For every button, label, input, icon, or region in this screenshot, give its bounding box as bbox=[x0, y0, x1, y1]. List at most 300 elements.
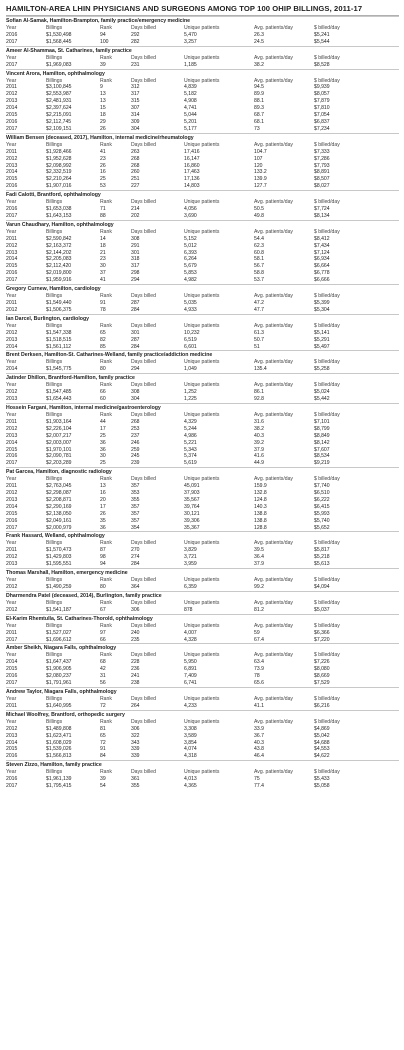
table-cell: 236 bbox=[131, 666, 140, 673]
table-cell: $8,134 bbox=[314, 212, 330, 219]
table-cell: 65 bbox=[100, 329, 106, 336]
table-row bbox=[6, 460, 399, 467]
table-cell: $1,539,026 bbox=[46, 746, 72, 753]
table-cell: 25 bbox=[100, 176, 106, 183]
column-header: Unique patients bbox=[184, 476, 220, 483]
column-header: Avg. patients/day bbox=[254, 622, 293, 629]
table-cell: 49.8 bbox=[254, 212, 264, 219]
column-header: Year bbox=[6, 382, 17, 389]
column-header-row bbox=[6, 199, 399, 206]
table-cell: $1,906,905 bbox=[46, 666, 72, 673]
table-cell: 87 bbox=[100, 547, 106, 554]
table-cell: 42 bbox=[100, 666, 106, 673]
table-cell: 284 bbox=[131, 561, 140, 568]
table-row bbox=[6, 32, 399, 39]
table-row bbox=[6, 511, 399, 518]
column-header-row bbox=[6, 359, 399, 366]
table-row bbox=[6, 213, 399, 220]
column-header-row bbox=[6, 769, 399, 776]
column-header: $ billed/day bbox=[314, 293, 340, 300]
table-row bbox=[6, 525, 399, 532]
table-cell: $6,222 bbox=[314, 496, 330, 503]
table-cell: $2,144,202 bbox=[46, 249, 72, 256]
table-cell: 37 bbox=[100, 270, 106, 277]
table-cell: $1,595,551 bbox=[46, 561, 72, 568]
table-cell: $7,434 bbox=[314, 242, 330, 249]
table-cell: $8,412 bbox=[314, 235, 330, 242]
table-cell: 354 bbox=[131, 524, 140, 531]
table-row bbox=[6, 630, 399, 637]
column-header: Avg. patients/day bbox=[254, 359, 293, 366]
table-cell: 53 bbox=[100, 183, 106, 190]
table-cell: 37.9 bbox=[254, 561, 264, 568]
table-cell: 312 bbox=[131, 84, 140, 91]
table-cell: $5,652 bbox=[314, 524, 330, 531]
table-cell: 2012 bbox=[6, 584, 18, 590]
table-cell: 6,741 bbox=[184, 680, 197, 687]
table-cell: 2017 bbox=[6, 61, 18, 68]
table-cell: $8,669 bbox=[314, 673, 330, 680]
table-row bbox=[6, 307, 399, 314]
physician-name: Brent Derksen, Hamilton-St. Catharines-Welland, family practice/addiction medicine bbox=[6, 350, 399, 359]
table-row bbox=[6, 344, 399, 351]
table-cell: 268 bbox=[131, 162, 140, 169]
table-cell: 1,185 bbox=[184, 61, 197, 68]
table-cell: 5,201 bbox=[184, 118, 197, 125]
column-header: Unique patients bbox=[184, 199, 220, 206]
table-cell: 43.8 bbox=[254, 746, 264, 753]
table-row bbox=[6, 584, 399, 591]
table-cell: 99.2 bbox=[254, 584, 264, 590]
column-header: Days billed bbox=[131, 359, 156, 366]
table-cell: $8,142 bbox=[314, 439, 330, 446]
table-cell: 2013 bbox=[6, 432, 18, 439]
table-cell: 63.4 bbox=[254, 659, 264, 666]
table-cell: 17,463 bbox=[184, 169, 200, 176]
column-header: Rank bbox=[100, 77, 112, 84]
table-cell: $6,664 bbox=[314, 263, 330, 270]
table-cell: $1,561,112 bbox=[46, 343, 72, 350]
physician-block bbox=[6, 46, 399, 69]
table-cell: $2,298,087 bbox=[46, 490, 72, 497]
table-cell: $6,510 bbox=[314, 490, 330, 497]
table-cell: $6,216 bbox=[314, 702, 330, 709]
table-cell: 306 bbox=[131, 606, 140, 613]
table-cell: 357 bbox=[131, 503, 140, 510]
table-cell: $8,528 bbox=[314, 61, 330, 68]
table-cell: 4,056 bbox=[184, 206, 197, 213]
table-cell: $5,258 bbox=[314, 366, 330, 373]
table-cell: 60 bbox=[100, 396, 106, 403]
table-cell: $1,547,485 bbox=[46, 389, 72, 396]
table-cell: 294 bbox=[131, 277, 140, 284]
column-header: $ billed/day bbox=[314, 25, 340, 31]
table-cell: $2,019,800 bbox=[46, 270, 72, 277]
column-header: Days billed bbox=[131, 141, 156, 148]
table-cell: 301 bbox=[131, 249, 140, 256]
physician-name: El-Karim Rhemtulla, St. Catharines-Thorold, ophthalmology bbox=[6, 614, 399, 623]
column-header: Billings bbox=[46, 622, 63, 629]
table-cell: $2,208,871 bbox=[46, 496, 72, 503]
column-header: Unique patients bbox=[184, 411, 220, 418]
table-cell: $7,724 bbox=[314, 206, 330, 213]
table-cell: 2017 bbox=[6, 783, 18, 790]
table-cell: 2016 bbox=[6, 776, 18, 783]
table-row bbox=[6, 426, 399, 433]
table-cell: 2016 bbox=[6, 673, 18, 680]
table-cell: 239 bbox=[131, 460, 140, 467]
table-cell: 86.1 bbox=[254, 389, 264, 396]
column-header: Rank bbox=[100, 622, 112, 629]
column-header: $ billed/day bbox=[314, 141, 340, 148]
table-cell: $1,970,101 bbox=[46, 446, 72, 453]
table-cell: 2016 bbox=[6, 753, 18, 760]
table-cell: $6,778 bbox=[314, 270, 330, 277]
table-cell: $8,891 bbox=[314, 169, 330, 176]
table-row bbox=[6, 607, 399, 614]
table-cell: 339 bbox=[131, 746, 140, 753]
table-cell: 3,854 bbox=[184, 739, 197, 746]
table-cell: 2017 bbox=[6, 38, 18, 45]
table-cell: 25 bbox=[100, 432, 106, 439]
table-row bbox=[6, 119, 399, 126]
table-cell: 39 bbox=[100, 61, 106, 68]
table-row bbox=[6, 236, 399, 243]
table-cell: 4,986 bbox=[184, 432, 197, 439]
table-cell: 284 bbox=[131, 306, 140, 313]
column-header: Unique patients bbox=[184, 359, 220, 366]
physician-block bbox=[6, 133, 399, 190]
column-header: Year bbox=[6, 695, 17, 702]
column-header: $ billed/day bbox=[314, 411, 340, 418]
table-row bbox=[6, 156, 399, 163]
physician-name: Sofian Al-Samak, Hamilton-Brampton, family practice/emergency medicine bbox=[6, 16, 399, 25]
table-cell: 72 bbox=[100, 739, 106, 746]
table-cell: $1,490,259 bbox=[46, 584, 72, 590]
table-cell: $2,205,083 bbox=[46, 256, 72, 263]
table-cell: 20 bbox=[100, 496, 106, 503]
table-cell: 133.2 bbox=[254, 169, 267, 176]
table-row bbox=[6, 62, 399, 69]
table-cell: 2013 bbox=[6, 336, 18, 343]
table-cell: 18 bbox=[100, 112, 106, 119]
column-header: Billings bbox=[46, 652, 63, 659]
table-cell: $7,607 bbox=[314, 446, 330, 453]
table-cell: 7,409 bbox=[184, 673, 197, 680]
table-cell: 2012 bbox=[6, 155, 18, 162]
column-header: Unique patients bbox=[184, 54, 220, 61]
table-cell: 3,690 bbox=[184, 212, 197, 219]
table-cell: $1,952,628 bbox=[46, 155, 72, 162]
table-cell: 355 bbox=[131, 496, 140, 503]
table-cell: 2013 bbox=[6, 162, 18, 169]
column-header: Days billed bbox=[131, 540, 156, 547]
table-cell: $5,304 bbox=[314, 306, 330, 313]
table-cell: 140.3 bbox=[254, 503, 267, 510]
table-row bbox=[6, 497, 399, 504]
table-cell: 66 bbox=[100, 389, 106, 396]
table-cell: $7,740 bbox=[314, 483, 330, 490]
table-row bbox=[6, 84, 399, 91]
table-cell: 23 bbox=[100, 155, 106, 162]
physician-name: Thomas Marshall, Hamilton, emergency medicine bbox=[6, 568, 399, 577]
table-cell: 88 bbox=[100, 212, 106, 219]
table-cell: 68.1 bbox=[254, 118, 264, 125]
table-cell: 98 bbox=[100, 554, 106, 561]
table-cell: 3,721 bbox=[184, 554, 197, 561]
physician-block bbox=[6, 284, 399, 314]
table-cell: 2013 bbox=[6, 732, 18, 739]
table-cell: 3,829 bbox=[184, 547, 197, 554]
table-cell: $4,869 bbox=[314, 725, 330, 732]
column-header: Year bbox=[6, 599, 17, 606]
table-cell: 30 bbox=[100, 263, 106, 270]
table-cell: $5,497 bbox=[314, 343, 330, 350]
table-cell: 2014 bbox=[6, 105, 18, 112]
column-header: Year bbox=[6, 25, 17, 31]
column-header: Year bbox=[6, 54, 17, 61]
column-header: $ billed/day bbox=[314, 540, 340, 547]
table-cell: $1,791,961 bbox=[46, 680, 72, 687]
table-cell: 294 bbox=[131, 366, 140, 373]
table-cell: 357 bbox=[131, 510, 140, 517]
column-header-row bbox=[6, 229, 399, 236]
table-cell: 36 bbox=[100, 446, 106, 453]
table-row bbox=[6, 169, 399, 176]
table-cell: 23 bbox=[100, 256, 106, 263]
table-cell: 4,741 bbox=[184, 105, 197, 112]
column-header-row bbox=[6, 719, 399, 726]
physician-block bbox=[6, 403, 399, 467]
column-header: $ billed/day bbox=[314, 382, 340, 389]
column-header: Unique patients bbox=[184, 141, 220, 148]
table-cell: 231 bbox=[131, 61, 140, 68]
column-header: Rank bbox=[100, 54, 112, 61]
column-header: Rank bbox=[100, 652, 112, 659]
table-cell: $5,291 bbox=[314, 336, 330, 343]
table-row bbox=[6, 39, 399, 46]
table-cell: $2,397,624 bbox=[46, 105, 72, 112]
column-header-row bbox=[6, 382, 399, 389]
column-header: Year bbox=[6, 293, 17, 300]
column-header: Year bbox=[6, 577, 17, 584]
physician-name: Jatinder Dhillon, Brantford-Hamilton, family practice bbox=[6, 373, 399, 382]
table-cell: 2014 bbox=[6, 659, 18, 666]
column-header: $ billed/day bbox=[314, 54, 340, 61]
physician-block bbox=[6, 16, 399, 46]
table-cell: $1,795,415 bbox=[46, 783, 72, 790]
table-cell: 238 bbox=[131, 680, 140, 687]
table-cell: $1,640,995 bbox=[46, 702, 72, 709]
table-cell: 29 bbox=[100, 118, 106, 125]
table-cell: 36.7 bbox=[254, 732, 264, 739]
table-cell: 2011 bbox=[6, 418, 17, 425]
table-cell: $2,109,151 bbox=[46, 125, 72, 132]
table-cell: 65 bbox=[100, 732, 106, 739]
table-cell: 58.8 bbox=[254, 270, 264, 277]
table-cell: 304 bbox=[131, 396, 140, 403]
table-cell: $1,530,498 bbox=[46, 31, 72, 38]
table-cell: 2014 bbox=[6, 739, 18, 746]
table-cell: 16,147 bbox=[184, 155, 200, 162]
column-header: Days billed bbox=[131, 228, 156, 235]
table-cell: 51 bbox=[254, 343, 260, 350]
table-cell: 282 bbox=[131, 38, 140, 45]
column-header: $ billed/day bbox=[314, 228, 340, 235]
table-cell: 339 bbox=[131, 753, 140, 760]
table-cell: 4,365 bbox=[184, 783, 197, 790]
table-cell: 314 bbox=[131, 112, 140, 119]
table-cell: $2,203,289 bbox=[46, 460, 72, 467]
table-cell: 263 bbox=[131, 148, 140, 155]
table-row bbox=[6, 740, 399, 747]
table-cell: 40.3 bbox=[254, 432, 264, 439]
table-cell: 132.8 bbox=[254, 490, 267, 497]
table-cell: 5,152 bbox=[184, 235, 197, 242]
table-cell: 26 bbox=[100, 510, 106, 517]
table-cell: 36.4 bbox=[254, 554, 264, 561]
column-header: Year bbox=[6, 718, 17, 725]
table-cell: 2014 bbox=[6, 503, 18, 510]
table-cell: 5,221 bbox=[184, 439, 197, 446]
table-cell: $1,568,445 bbox=[46, 38, 72, 45]
table-row bbox=[6, 666, 399, 673]
table-cell: 50.7 bbox=[254, 336, 264, 343]
table-cell: 26 bbox=[100, 162, 106, 169]
table-cell: 120 bbox=[254, 162, 263, 169]
table-cell: $1,959,916 bbox=[46, 277, 72, 284]
table-row bbox=[6, 419, 399, 426]
table-cell: 2016 bbox=[6, 206, 18, 213]
table-cell: 2015 bbox=[6, 112, 18, 119]
column-header: Billings bbox=[46, 411, 63, 418]
table-cell: 26 bbox=[100, 125, 106, 132]
column-header: $ billed/day bbox=[314, 577, 340, 584]
column-header: $ billed/day bbox=[314, 322, 340, 329]
table-cell: $8,799 bbox=[314, 425, 330, 432]
table-row bbox=[6, 518, 399, 525]
column-header: Year bbox=[6, 540, 17, 547]
table-cell: 16,860 bbox=[184, 162, 200, 169]
physician-block bbox=[6, 531, 399, 568]
table-cell: 6,601 bbox=[184, 343, 197, 350]
table-cell: 82 bbox=[100, 336, 106, 343]
table-cell: 2011 bbox=[6, 148, 17, 155]
table-cell: 44 bbox=[100, 418, 106, 425]
column-header: Billings bbox=[46, 382, 63, 389]
table-cell: 317 bbox=[131, 91, 140, 98]
physician-block bbox=[6, 687, 399, 710]
column-header: Unique patients bbox=[184, 652, 220, 659]
table-cell: 56 bbox=[100, 680, 106, 687]
column-header: Days billed bbox=[131, 718, 156, 725]
table-cell: 2014 bbox=[6, 256, 18, 263]
table-cell: 41 bbox=[100, 277, 106, 284]
table-cell: 73 bbox=[254, 125, 260, 132]
table-cell: 78 bbox=[100, 306, 106, 313]
table-cell: $9,939 bbox=[314, 84, 330, 91]
table-cell: 2013 bbox=[6, 561, 18, 568]
table-cell: 75 bbox=[254, 776, 260, 783]
table-row bbox=[6, 680, 399, 687]
table-cell: 78 bbox=[254, 673, 260, 680]
physician-block bbox=[6, 350, 399, 373]
table-cell: 292 bbox=[131, 31, 140, 38]
table-row bbox=[6, 703, 399, 710]
table-row bbox=[6, 447, 399, 454]
table-cell: 5,035 bbox=[184, 300, 197, 306]
table-cell: 6,359 bbox=[184, 584, 197, 590]
table-cell: 2014 bbox=[6, 439, 18, 446]
table-cell: 89.9 bbox=[254, 91, 264, 98]
table-cell: $2,290,169 bbox=[46, 503, 72, 510]
column-header: Billings bbox=[46, 228, 63, 235]
table-row bbox=[6, 659, 399, 666]
table-cell: 6,891 bbox=[184, 666, 197, 673]
table-cell: 139.9 bbox=[254, 176, 267, 183]
table-cell: $1,489,808 bbox=[46, 725, 72, 732]
table-cell: 2015 bbox=[6, 263, 18, 270]
table-cell: $6,934 bbox=[314, 256, 330, 263]
table-cell: 47.2 bbox=[254, 300, 264, 306]
column-header: Billings bbox=[46, 77, 63, 84]
table-cell: $1,654,443 bbox=[46, 396, 72, 403]
table-cell: $4,553 bbox=[314, 746, 330, 753]
column-header: Billings bbox=[46, 718, 63, 725]
table-cell: 38.2 bbox=[254, 61, 264, 68]
table-cell: $5,544 bbox=[314, 38, 330, 45]
column-header: Year bbox=[6, 476, 17, 483]
column-header: Avg. patients/day bbox=[254, 382, 293, 389]
table-cell: $2,003,007 bbox=[46, 439, 72, 446]
table-cell: 304 bbox=[131, 125, 140, 132]
column-header: Unique patients bbox=[184, 695, 220, 702]
physician-block bbox=[6, 373, 399, 403]
table-cell: 65.6 bbox=[254, 680, 264, 687]
table-cell: 2013 bbox=[6, 249, 18, 256]
column-header: Billings bbox=[46, 199, 63, 206]
table-cell: 237 bbox=[131, 432, 140, 439]
physician-block bbox=[6, 643, 399, 687]
table-cell: 38.2 bbox=[254, 425, 264, 432]
table-cell: 25 bbox=[100, 460, 106, 467]
table-cell: 308 bbox=[131, 235, 140, 242]
column-header: Days billed bbox=[131, 476, 156, 483]
column-header-row bbox=[6, 600, 399, 607]
column-header-row bbox=[6, 652, 399, 659]
table-row bbox=[6, 396, 399, 403]
table-row bbox=[6, 183, 399, 190]
column-header: Rank bbox=[100, 577, 112, 584]
table-cell: $4,094 bbox=[314, 584, 330, 590]
table-cell: 91 bbox=[100, 300, 106, 306]
column-header: Days billed bbox=[131, 25, 156, 31]
table-cell: 36 bbox=[100, 439, 106, 446]
table-cell: $2,080,237 bbox=[46, 673, 72, 680]
table-cell: 5,619 bbox=[184, 460, 197, 467]
table-cell: 80 bbox=[100, 366, 106, 373]
table-cell: 287 bbox=[131, 336, 140, 343]
table-cell: 2012 bbox=[6, 91, 18, 98]
table-cell: $7,529 bbox=[314, 680, 330, 687]
column-header: Days billed bbox=[131, 622, 156, 629]
table-cell: 16 bbox=[100, 169, 106, 176]
table-cell: 309 bbox=[131, 118, 140, 125]
table-cell: 15 bbox=[100, 105, 106, 112]
table-row bbox=[6, 91, 399, 98]
table-row bbox=[6, 243, 399, 250]
physician-block bbox=[6, 467, 399, 531]
